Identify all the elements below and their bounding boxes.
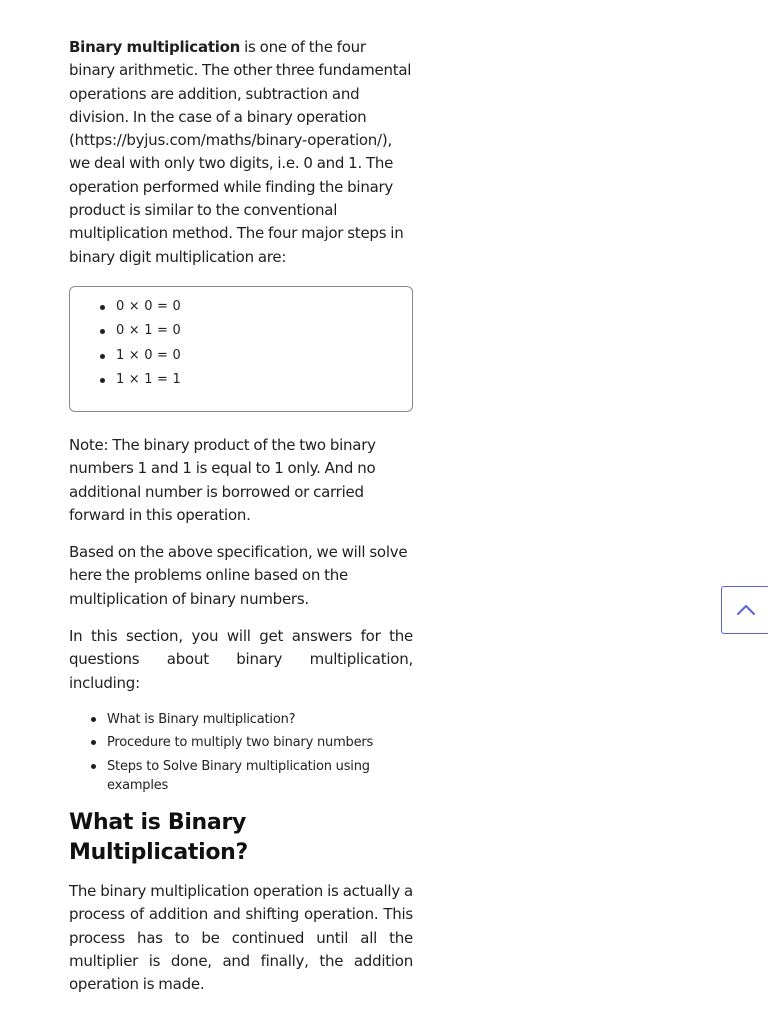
scroll-to-top-button[interactable]	[721, 586, 768, 634]
multiplication-rules-box	[69, 286, 413, 412]
intro-paragraph	[69, 36, 413, 269]
topic-item: Procedure to multiply two binary numbers	[91, 733, 413, 753]
definition-paragraph: The binary multiplication operation is actually a process of addition and shifting operation. This process has to be continued until all the multiplier is done, and finally, the addition operation is made.	[69, 881, 413, 994]
rule-item: 0 × 1 = 0	[100, 319, 412, 343]
multiplication-rules-list	[70, 295, 412, 392]
topics-list	[69, 710, 413, 796]
article-content	[69, 36, 413, 996]
intro-bold-term: Binary multiplication	[69, 38, 241, 56]
topic-item: What is Binary multiplication?	[91, 710, 413, 730]
rule-item: 1 × 0 = 0	[100, 344, 412, 368]
rule-item: 1 × 1 = 1	[100, 368, 412, 392]
chevron-up-icon	[735, 603, 757, 617]
note-paragraph: Note: The binary product of the two binary numbers 1 and 1 is equal to 1 only. And no additional number is borrowed or carried forward in this operation.	[69, 435, 376, 524]
section-heading: What is Binary Multiplication?	[69, 809, 248, 865]
intro-text: is one of the four binary arithmetic. The other three fundamental operations are addition, subtraction and division. In the case of a binary operation (https://byjus.com/maths/binary-operation/), we deal with only two digits, i.e. 0 and 1. The operation performed while finding the binary product is similar to the conventional multiplication method. The four major steps in binary digit multiplication are:	[69, 38, 412, 266]
topic-item: Steps to Solve Binary multiplication using examples	[91, 757, 413, 796]
based-paragraph: Based on the above specification, we will solve here the problems online based on the multiplication of binary numbers.	[69, 543, 408, 608]
section-intro-paragraph: In this section, you will get answers for the questions about binary multiplication, including:	[69, 627, 413, 692]
rule-item: 0 × 0 = 0	[100, 295, 412, 319]
